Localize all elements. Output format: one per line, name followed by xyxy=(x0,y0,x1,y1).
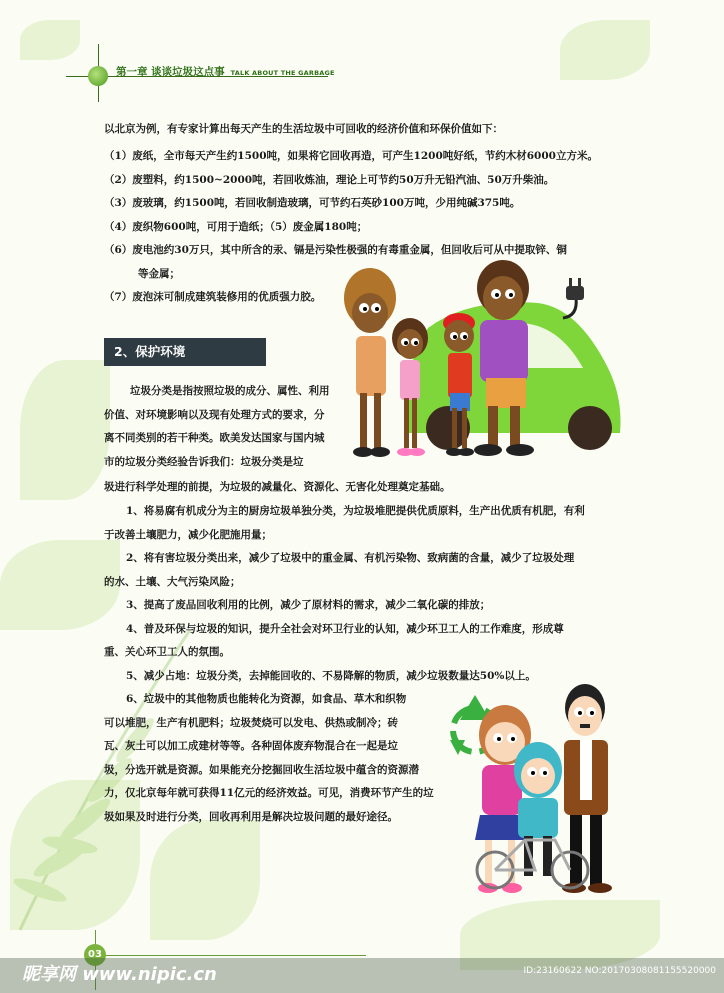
paragraph-line: 6、垃圾中的其他物质也能转化为资源，如食品、草木和织物 xyxy=(126,693,407,705)
list-item: （1）废纸，全市每天产生约1500吨，如果将它回收再造，可产生1200吨好纸，节约木材6000立方米。 xyxy=(104,150,598,162)
paragraph-line: 价值、对环境影响以及现有处理方式的要求，分 xyxy=(104,408,325,421)
chapter-emblem-icon xyxy=(88,66,108,86)
footer-rule xyxy=(106,955,366,956)
paragraph-line: 圾进行科学处理的前提，为垃圾的减量化、资源化、无害化处理奠定基础。 xyxy=(104,481,451,493)
point-line: 重、关心环卫工人的氛围。 xyxy=(104,646,230,658)
paragraph-line: 瓦、灰土可以加工成建材等等。各种固体废弃物混合在一起是垃 xyxy=(104,740,398,752)
list-item: 等金属； xyxy=(138,267,180,280)
background-leaf xyxy=(0,540,120,630)
recycling-family-illustration xyxy=(440,680,640,900)
list-item: （4）废织物600吨，可用于造纸；（5）废金属180吨； xyxy=(104,220,368,233)
watermark-logo: 昵享网 www.nipic.cn xyxy=(22,964,217,985)
section-title: 2、保护环境 xyxy=(104,338,266,366)
chapter-header xyxy=(66,44,335,104)
chapter-title xyxy=(116,64,335,79)
list-item: （2）废塑料，约1500~2000吨，若回收炼油，理论上可节约50万升无铅汽油、50万升柴油。 xyxy=(104,173,555,186)
paragraph-line: 可以堆肥，生产有机肥料；垃圾焚烧可以发电、供热或制冷；砖 xyxy=(104,716,398,729)
point-line: 3、提高了废品回收利用的比例，减少了原材料的需求，减少二氧化碳的排放； xyxy=(126,599,491,611)
classification-paragraph xyxy=(104,380,359,474)
point-line: 4、普及环保与垃圾的知识，提升全社会对环卫行业的认知，减少环卫工人的工作难度，形成尊 xyxy=(126,622,564,635)
resource-paragraph xyxy=(104,688,464,829)
paragraph-line: 市的垃圾分类经验告诉我们：垃圾分类是垃 xyxy=(104,455,304,468)
paragraph-line: 垃圾分类是指按照垃圾的成分、属性、利用 xyxy=(130,385,330,397)
point-line: 1、将易腐有机成分为主的厨房垃圾单独分类，为垃圾堆肥提供优质原料，生产出优质有机肥，有利 xyxy=(126,505,585,517)
classification-paragraph-continued xyxy=(104,476,634,500)
chapter-subtitle: TALK ABOUT THE GARBAGE xyxy=(230,69,335,77)
paragraph-line: 力，仅北京每年就可获得11亿元的经济效益。可见，消费环节产生的垃 xyxy=(104,787,434,799)
point-line: 2、将有害垃圾分类出来，减少了垃圾中的重金属、有机污染物、致病菌的含量，减少了垃圾处理 xyxy=(126,552,575,564)
intro-paragraph: 以北京为例，有专家计算出每天产生的生活垃圾中可回收的经济价值和环保价值如下： xyxy=(104,123,503,135)
background-leaf xyxy=(20,360,110,500)
benefit-points xyxy=(104,500,636,688)
paragraph-line: 圾如果及时进行分类，回收再利用是解决垃圾问题的最好途径。 xyxy=(104,810,398,823)
paragraph-line: 离不同类别的若干种类。欧美发达国家与国内城 xyxy=(104,432,325,444)
family-car-illustration xyxy=(338,258,628,468)
list-item: （6）废电池约30万只，其中所含的汞、镉是污染性极强的有毒重金属，但回收后可从中提取锌、铜 xyxy=(104,244,567,256)
chapter-title-text: 第一章 谈谈垃圾这点事 xyxy=(116,66,225,78)
list-item: （3）废玻璃，约1500吨，若回收制造玻璃，可节约石英砂100万吨，少用纯碱375吨。 xyxy=(104,197,521,209)
point-line: 的水、土壤、大气污染风险； xyxy=(104,575,241,588)
page-number: 03 xyxy=(84,944,106,966)
background-leaf xyxy=(560,20,650,80)
plug-icon xyxy=(563,278,584,318)
point-line: 5、减少占地：垃圾分类，去掉能回收的、不易降解的物质，减少垃圾数量达50%以上。 xyxy=(126,669,536,682)
paragraph-line: 圾，分选开就是资源。如果能充分挖掘回收生活垃圾中蕴含的资源潜 xyxy=(104,763,419,776)
list-item: （7）废泡沫可制成建筑装修用的优质强力胶。 xyxy=(104,291,322,303)
watermark-id: ID:23160622 NO:20170308081155520000 xyxy=(523,966,716,976)
point-line: 于改善土壤肥力，减少化肥施用量； xyxy=(104,528,272,541)
